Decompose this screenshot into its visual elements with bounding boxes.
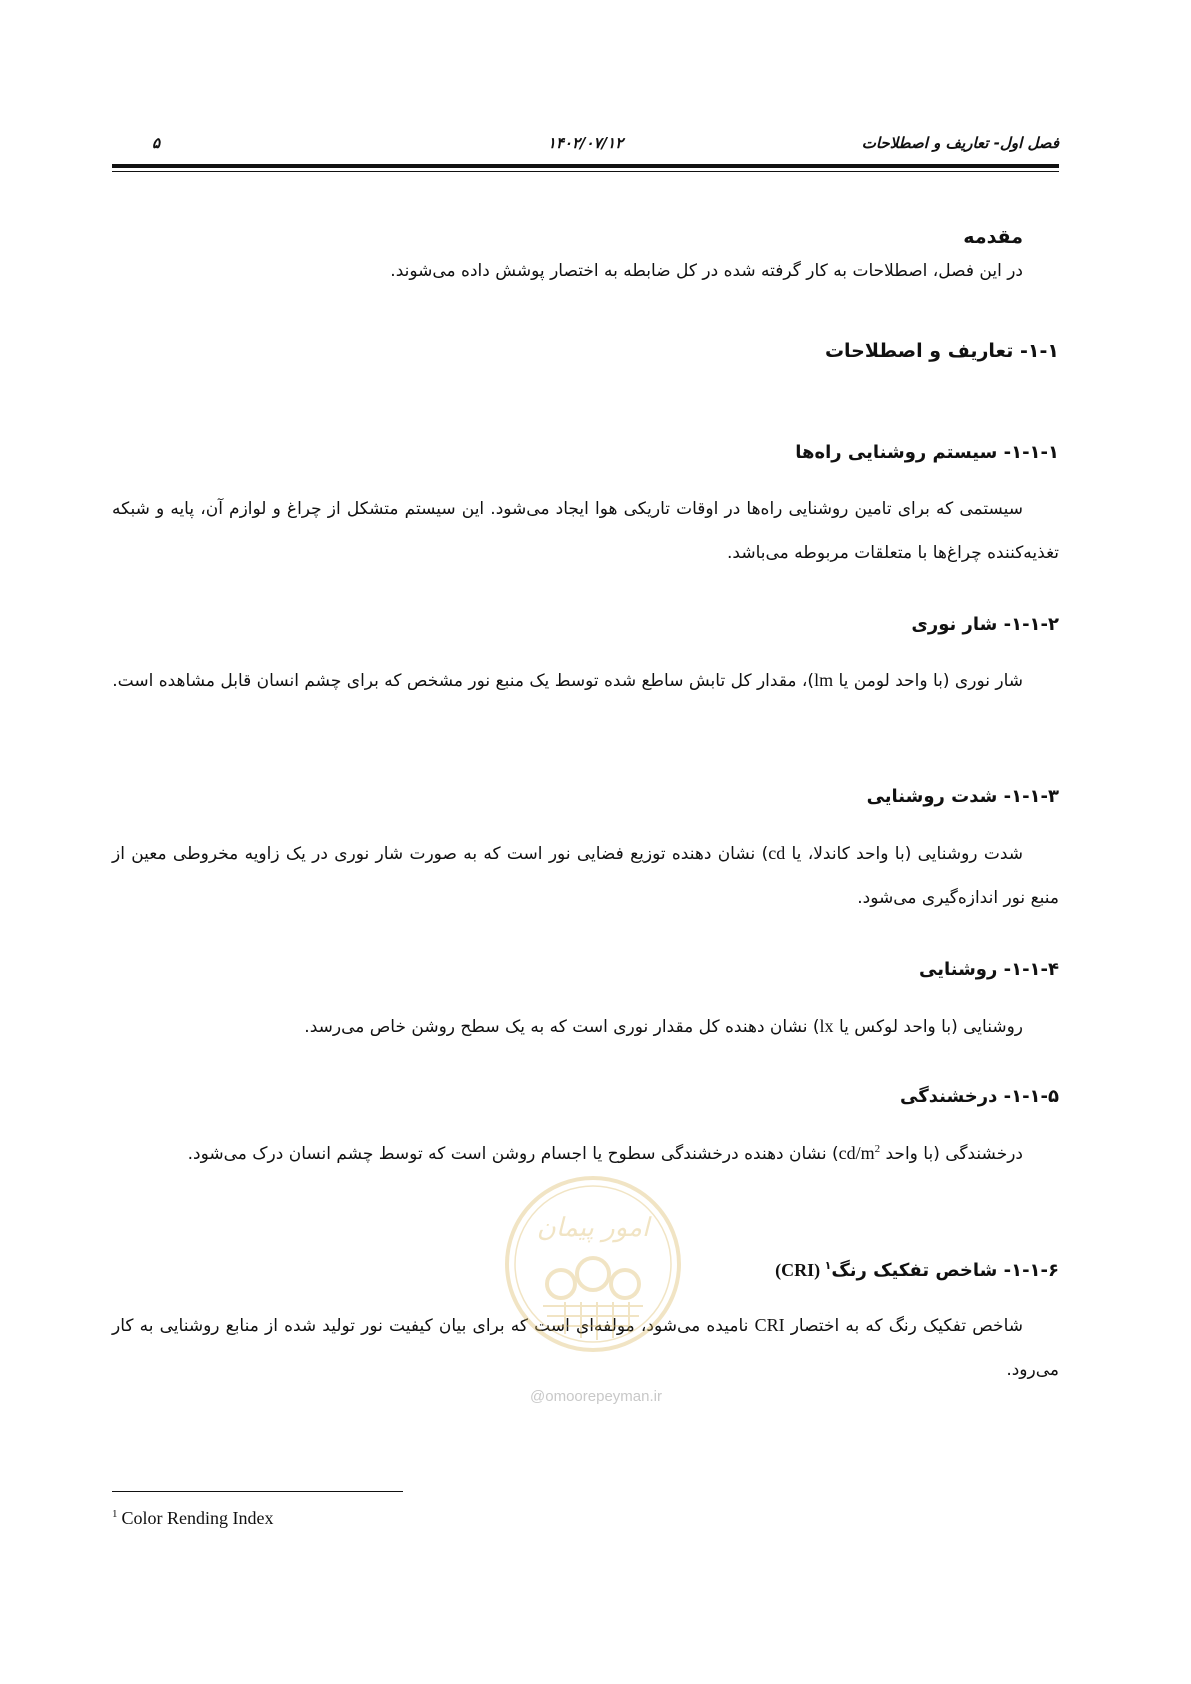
- term-heading-6: [112, 1255, 1059, 1286]
- term-text-1: [112, 487, 1059, 575]
- unit-cd-m2-exp: 2: [874, 1143, 881, 1155]
- header-rule-thin: [112, 171, 1059, 172]
- watermark-url: @omoorepeyman.ir: [530, 1388, 662, 1405]
- term-text-6-b: نامیده می‌شود، مولفه‌ای است که برای بیان کیفیت نور تولید شده از منابع روشنایی به کار می‌رود.: [112, 1316, 1059, 1380]
- term-heading-4: ۱-۱-۴- روشنایی: [919, 959, 1059, 980]
- header-date: ۱۴۰۲/۰۷/۱۲: [547, 134, 624, 152]
- page-header: [112, 128, 1059, 164]
- term-heading-2: ۱-۱-۲- شار نوری: [911, 614, 1059, 635]
- footnote-text: Color Rending Index: [121, 1508, 274, 1528]
- term-text-5-b: ) نشان دهنده درخشندگی سطوح یا اجسام روشن است که توسط چشم انسان درک می‌شود.: [187, 1144, 839, 1164]
- footnote-rule: [112, 1491, 403, 1492]
- term-heading-1: ۱-۱-۱- سیستم روشنایی راه‌ها: [795, 442, 1059, 463]
- term-text-4-b: ) نشان دهنده کل مقدار نوری است که به یک سطح روشن خاص می‌رسد.: [304, 1017, 820, 1037]
- unit-cd-m2: [839, 1143, 881, 1163]
- footnote: [112, 1508, 273, 1529]
- term-heading-6-text: ۱-۱-۶- شاخص تفکیک رنگ: [831, 1260, 1059, 1281]
- intro-text: در این فصل، اصطلاحات به کار گرفته شده در کل ضابطه به اختصار پوشش داده می‌شوند.: [390, 261, 1023, 281]
- term-text-4: [112, 1004, 1059, 1049]
- page-number: ۵: [152, 134, 161, 152]
- term-text-4-a: روشنایی (با واحد لوکس یا: [833, 1017, 1023, 1037]
- term-heading-3: ۱-۱-۳- شدت روشنایی: [866, 786, 1059, 807]
- header-rule-thick: [112, 164, 1059, 168]
- unit-cd: cd: [768, 843, 786, 863]
- section-heading: ۱-۱- تعاریف و اصطلاحات: [824, 340, 1059, 362]
- unit-lm: lm: [814, 670, 834, 690]
- term-heading-6-abbr: (CRI): [775, 1260, 825, 1280]
- term-text-3: [112, 831, 1059, 920]
- term-text-1-content: سیستمی که برای تامین روشنایی راه‌ها در اوقات تاریکی هوا ایجاد می‌شود. این سیستم متشکل از چراغ و لوازم آن، پایه و شبکه تغذیه‌کننده چراغ‌ها با متعلقات مربوطه می‌باشد.: [112, 499, 1059, 563]
- term-text-6: [112, 1303, 1059, 1392]
- term-text-2-b: )، مقدار کل تابش ساطع شده توسط یک منبع نور مشخص که برای چشم انسان قابل مشاهده است.: [112, 671, 815, 691]
- term-text-5-a: درخشندگی (با واحد: [880, 1144, 1023, 1164]
- footnote-ref[interactable]: ۱: [824, 1259, 832, 1272]
- watermark-logo-text: امور پیمان: [536, 1213, 650, 1243]
- unit-cri: CRI: [754, 1315, 785, 1335]
- term-text-2: [112, 658, 1059, 703]
- term-text-3-b: ) نشان دهنده توزیع فضایی نور است که به صورت شار نوری در یک زاویه مخروطی معین از منبع نور اندازه‌گیری می‌شود.: [112, 844, 1059, 908]
- term-text-2-a: شار نوری (با واحد لومن یا: [833, 671, 1023, 691]
- term-text-5: [112, 1131, 1059, 1176]
- term-text-6-a: شاخص تفکیک رنگ که به اختصار: [784, 1316, 1023, 1336]
- term-text-3-a: شدت روشنایی (با واحد کاندلا، یا: [785, 844, 1023, 864]
- term-heading-5: ۱-۱-۵- درخشندگی: [900, 1086, 1059, 1107]
- intro-heading: مقدمه: [963, 226, 1023, 248]
- chapter-title: فصل اول- تعاریف و اصطلاحات: [861, 134, 1059, 152]
- unit-cd-m2-base: cd/m: [838, 1143, 875, 1163]
- footnote-number: 1: [112, 1508, 118, 1520]
- unit-lx: lx: [819, 1016, 834, 1036]
